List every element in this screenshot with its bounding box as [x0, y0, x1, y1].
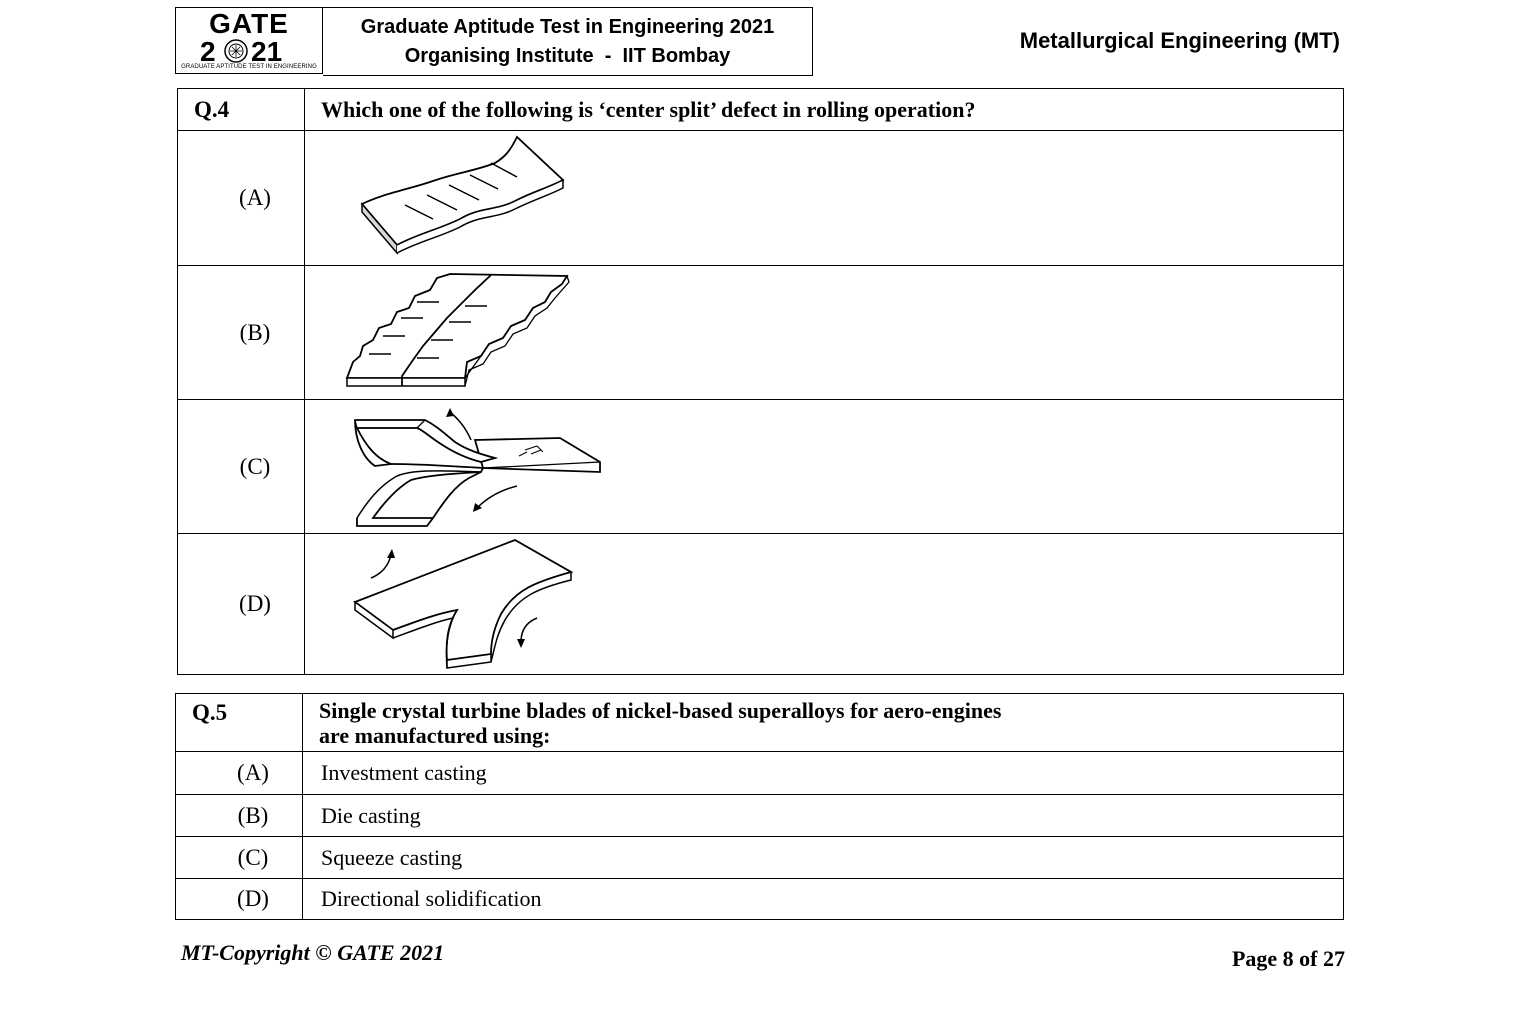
question-row	[176, 694, 1344, 752]
alligator-split-figure	[305, 400, 615, 533]
organising-institute: Organising Institute - IIT Bombay	[404, 45, 731, 67]
option-label: (A)	[178, 131, 305, 266]
option-figure-cell	[305, 266, 1344, 400]
forked-sheet-figure	[305, 534, 605, 674]
option-label: (A)	[176, 752, 303, 795]
option-row-b	[178, 266, 1344, 400]
option-row-d	[178, 534, 1344, 675]
option-label: (D)	[176, 879, 303, 920]
svg-text:2: 2	[200, 36, 216, 66]
gate-logo	[175, 7, 323, 74]
option-figure-cell	[305, 534, 1344, 675]
logo-year-graphic	[194, 36, 304, 66]
option-label: (B)	[176, 795, 303, 837]
option-label: (D)	[178, 534, 305, 675]
logo-year	[176, 36, 322, 66]
question-4-table	[177, 88, 1344, 675]
logo-tagline: GRADUATE APTITUDE TEST IN ENGINEERING	[181, 64, 317, 70]
question-text-line: Single crystal turbine blades of nickel-based superalloys for aero-engines	[319, 698, 1002, 723]
option-text: Investment casting	[303, 752, 1344, 795]
page-number: Page 8 of 27	[1231, 946, 1345, 971]
question-text: Which one of the following is ‘center split’ defect in rolling operation?	[305, 89, 1344, 131]
option-text: Die casting	[303, 795, 1344, 837]
wavy-edge-sheet-figure	[305, 131, 605, 265]
paper-name: Metallurgical Engineering (MT)	[1019, 28, 1340, 53]
option-row-b	[176, 795, 1344, 837]
center-split-sheet-figure	[305, 266, 605, 399]
exam-title-box	[323, 7, 813, 76]
option-text: Directional solidification	[303, 879, 1344, 920]
question-row	[178, 89, 1344, 131]
question-5-table	[175, 693, 1344, 920]
question-number: Q.4	[178, 89, 305, 131]
logo-word: GATE	[209, 8, 289, 39]
svg-text:21: 21	[251, 36, 283, 66]
option-row-a	[176, 752, 1344, 795]
copyright-notice: MT-Copyright © GATE 2021	[181, 940, 445, 965]
exam-title: Graduate Aptitude Test in Engineering 2021	[360, 16, 775, 38]
option-label: (B)	[178, 266, 305, 400]
option-label: (C)	[176, 837, 303, 879]
option-row-c	[176, 837, 1344, 879]
option-row-d	[176, 879, 1344, 920]
question-text	[303, 694, 1344, 752]
option-figure-cell	[305, 400, 1344, 534]
option-row-a	[178, 131, 1344, 266]
question-text-line: are manufactured using:	[319, 723, 551, 748]
option-text: Squeeze casting	[303, 837, 1344, 879]
option-row-c	[178, 400, 1344, 534]
option-figure-cell	[305, 131, 1344, 266]
question-number: Q.5	[176, 694, 303, 752]
option-label: (C)	[178, 400, 305, 534]
